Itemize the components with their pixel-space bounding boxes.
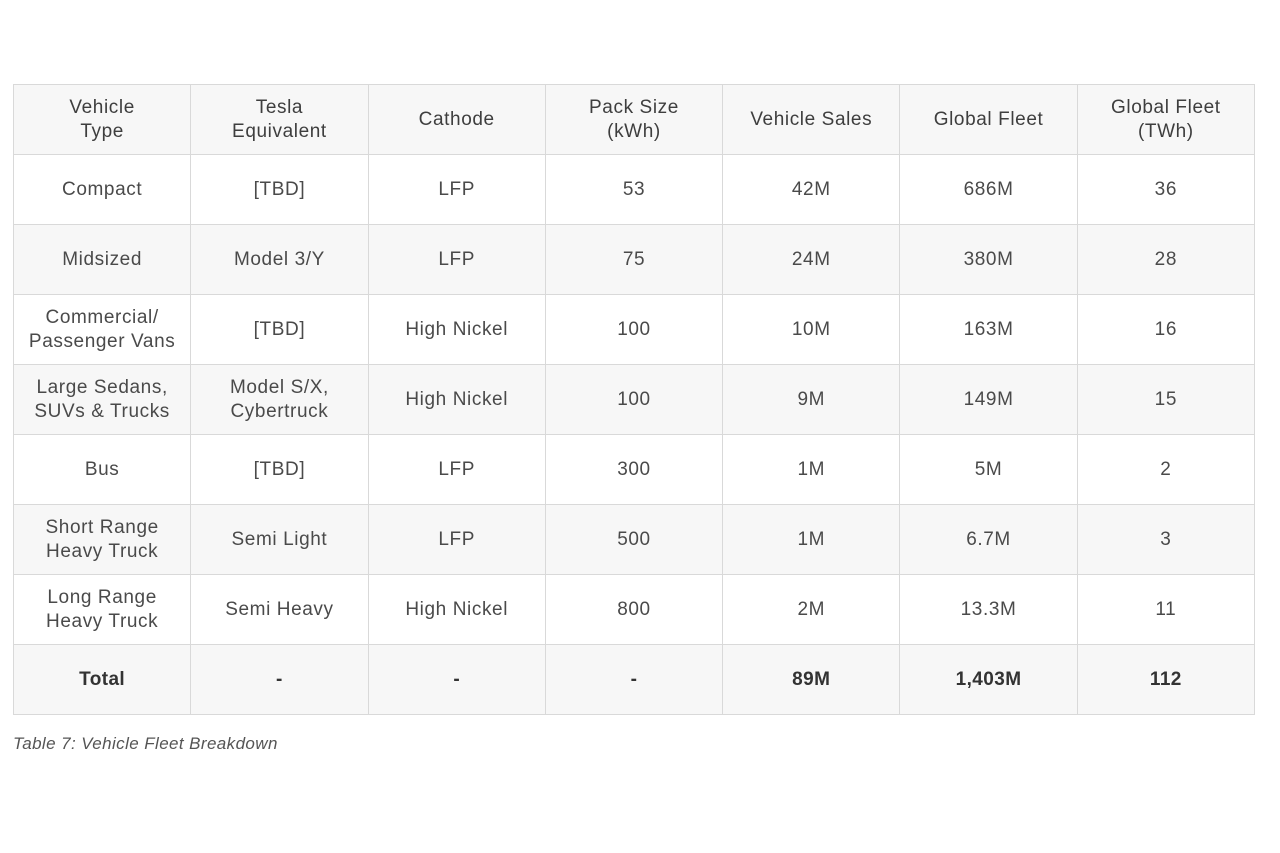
cell-vehicle-type: Long Range Heavy Truck (14, 575, 191, 645)
cell-cathode: High Nickel (368, 365, 545, 435)
cell-vehicle-type: Large Sedans, SUVs & Trucks (14, 365, 191, 435)
cell-vehicle-type: Compact (14, 155, 191, 225)
cell-global-fleet: 686M (900, 155, 1077, 225)
cell-global-fleet: 6.7M (900, 505, 1077, 575)
table-total-row (14, 645, 1255, 715)
cell-global-fleet: 380M (900, 225, 1077, 295)
table-row (14, 575, 1255, 645)
cell-vehicle-sales: 1M (723, 505, 900, 575)
cell-vehicle-sales: 2M (723, 575, 900, 645)
table-row (14, 225, 1255, 295)
cell-total-tesla-equivalent: - (191, 645, 368, 715)
table-caption: Table 7: Vehicle Fleet Breakdown (13, 734, 278, 753)
header-label: Tesla Equivalent (232, 96, 327, 142)
header-tesla-equivalent (191, 85, 368, 155)
header-label: Global Fleet (TWh) (1111, 96, 1221, 142)
cell-tesla-equivalent: [TBD] (191, 155, 368, 225)
table-row (14, 295, 1255, 365)
cell-pack-size: 800 (545, 575, 722, 645)
cell-global-fleet-twh: 3 (1077, 505, 1254, 575)
cell-global-fleet-twh: 16 (1077, 295, 1254, 365)
cell-vehicle-sales: 10M (723, 295, 900, 365)
cell-global-fleet-twh: 15 (1077, 365, 1254, 435)
cell-global-fleet-twh: 36 (1077, 155, 1254, 225)
cell-tesla-equivalent: Semi Heavy (191, 575, 368, 645)
cell-total-global-fleet-twh: 112 (1077, 645, 1254, 715)
header-pack-size (545, 85, 722, 155)
cell-total-cathode: - (368, 645, 545, 715)
cell-total-pack-size: - (545, 645, 722, 715)
header-vehicle-sales (723, 85, 900, 155)
header-cathode (368, 85, 545, 155)
cell-global-fleet-twh: 2 (1077, 435, 1254, 505)
cell-global-fleet: 5M (900, 435, 1077, 505)
cell-global-fleet: 149M (900, 365, 1077, 435)
cell-total-vehicle-sales: 89M (723, 645, 900, 715)
cell-pack-size: 75 (545, 225, 722, 295)
cell-cathode: High Nickel (368, 295, 545, 365)
cell-pack-size: 500 (545, 505, 722, 575)
table-row (14, 505, 1255, 575)
header-global-fleet (900, 85, 1077, 155)
cell-cathode: LFP (368, 225, 545, 295)
cell-cathode: LFP (368, 155, 545, 225)
cell-cathode: High Nickel (368, 575, 545, 645)
fleet-table-container (13, 84, 1255, 715)
header-label: Global Fleet (933, 108, 1044, 130)
table-header-row (14, 85, 1255, 155)
header-label: Cathode (418, 108, 495, 130)
header-label: Vehicle Type (69, 96, 135, 142)
cell-vehicle-sales: 42M (723, 155, 900, 225)
cell-vehicle-sales: 1M (723, 435, 900, 505)
cell-pack-size: 300 (545, 435, 722, 505)
cell-cathode: LFP (368, 435, 545, 505)
table-row (14, 365, 1255, 435)
header-label: Vehicle Sales (750, 108, 873, 130)
cell-vehicle-type: Short Range Heavy Truck (14, 505, 191, 575)
cell-tesla-equivalent: [TBD] (191, 295, 368, 365)
cell-pack-size: 53 (545, 155, 722, 225)
header-vehicle-type (14, 85, 191, 155)
cell-vehicle-sales: 24M (723, 225, 900, 295)
cell-vehicle-sales: 9M (723, 365, 900, 435)
cell-tesla-equivalent: [TBD] (191, 435, 368, 505)
cell-vehicle-type: Commercial/ Passenger Vans (14, 295, 191, 365)
cell-tesla-equivalent: Model 3/Y (191, 225, 368, 295)
cell-global-fleet: 163M (900, 295, 1077, 365)
cell-total-global-fleet: 1,403M (900, 645, 1077, 715)
cell-total-label: Total (14, 645, 191, 715)
vehicle-fleet-table (13, 84, 1255, 715)
table-row (14, 435, 1255, 505)
table-row (14, 155, 1255, 225)
cell-tesla-equivalent: Model S/X, Cybertruck (191, 365, 368, 435)
cell-tesla-equivalent: Semi Light (191, 505, 368, 575)
cell-vehicle-type: Midsized (14, 225, 191, 295)
cell-cathode: LFP (368, 505, 545, 575)
cell-pack-size: 100 (545, 295, 722, 365)
cell-global-fleet-twh: 28 (1077, 225, 1254, 295)
header-label: Pack Size (kWh) (589, 96, 679, 142)
header-global-fleet-twh (1077, 85, 1254, 155)
cell-global-fleet-twh: 11 (1077, 575, 1254, 645)
cell-vehicle-type: Bus (14, 435, 191, 505)
cell-pack-size: 100 (545, 365, 722, 435)
cell-global-fleet: 13.3M (900, 575, 1077, 645)
